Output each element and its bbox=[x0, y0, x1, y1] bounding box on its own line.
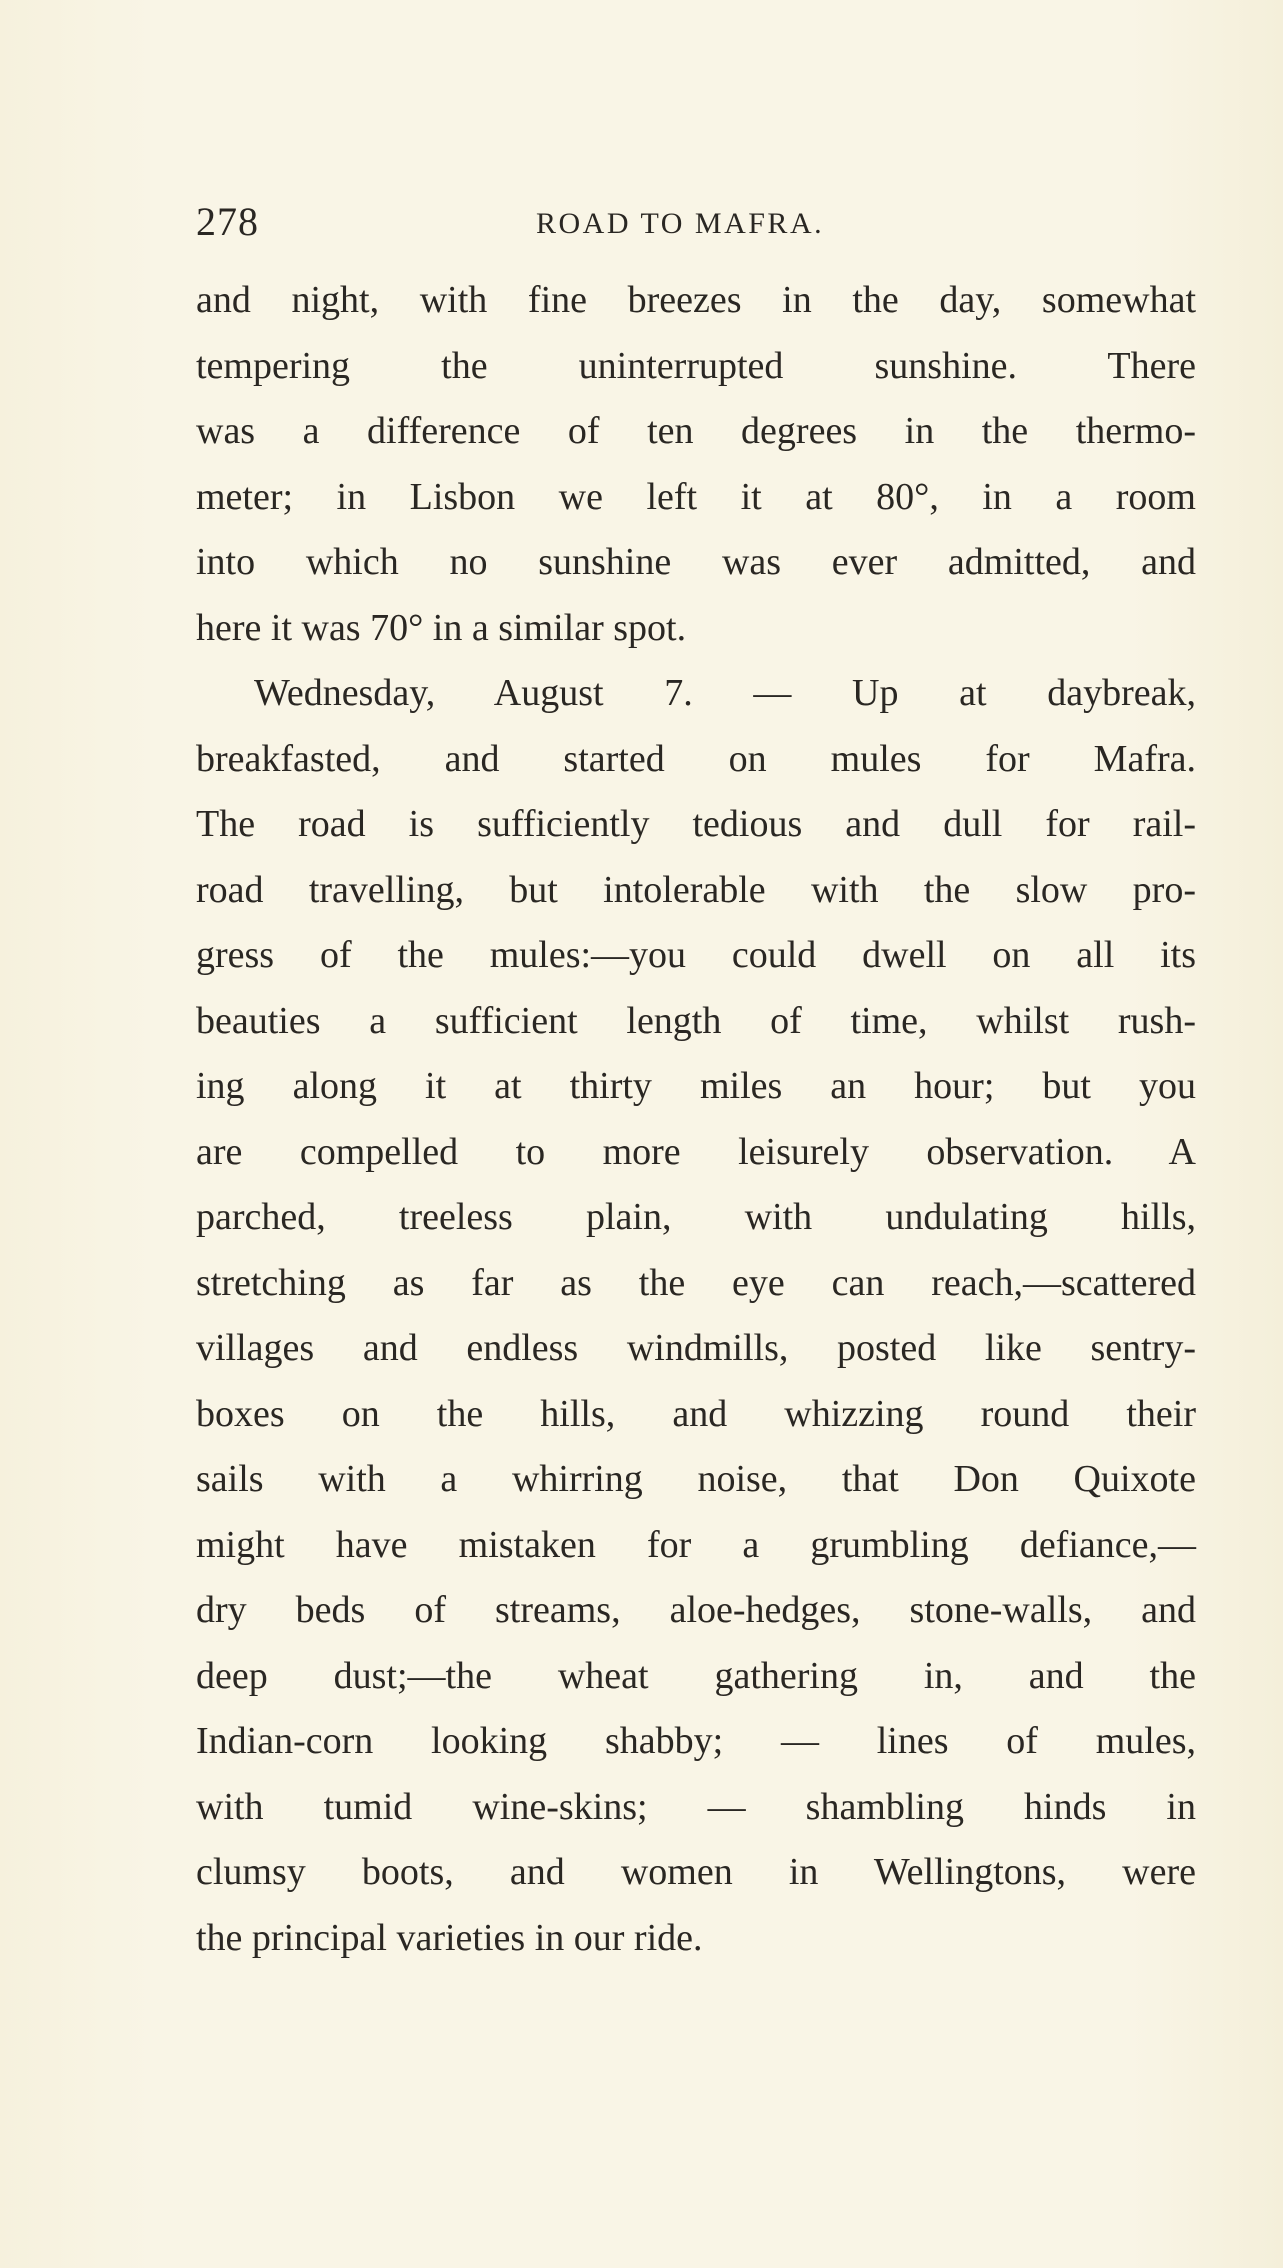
paragraph-start-line: Wednesday, August 7. — Up at daybreak, bbox=[254, 672, 1196, 714]
text-line: ing along it at thirty miles an hour; but you bbox=[196, 1065, 1196, 1107]
text-line: are compelled to more leisurely observation. A bbox=[196, 1130, 1196, 1173]
text-line: gress of the mules:—you could dwell on all its bbox=[196, 934, 1196, 976]
text-line: the principal varieties in our ride. bbox=[196, 1916, 703, 1959]
page-number: 278 bbox=[196, 199, 259, 244]
text-line: meter; in Lisbon we left it at 80°, in a room bbox=[196, 475, 1196, 518]
text-line: was a difference of ten degrees in the thermo- bbox=[196, 410, 1196, 452]
text-line: with tumid wine-skins; — shambling hinds in bbox=[196, 1785, 1196, 1828]
text-line: clumsy boots, and women in Wellingtons, were bbox=[196, 1851, 1196, 1893]
text-line: breakfasted, and started on mules for Mafra. bbox=[196, 737, 1196, 780]
text-line: sails with a whirring noise, that Don Quixote bbox=[196, 1458, 1196, 1500]
text-line: beauties a sufficient length of time, whilst rush- bbox=[196, 999, 1196, 1042]
text-line: boxes on the hills, and whizzing round their bbox=[196, 1392, 1196, 1435]
text-line: into which no sunshine was ever admitted, and bbox=[196, 541, 1196, 583]
running-head bbox=[196, 192, 1196, 252]
text-line: might have mistaken for a grumbling defiance,— bbox=[196, 1523, 1196, 1566]
running-title: ROAD TO MAFRA. bbox=[536, 207, 825, 240]
text-line: The road is sufficiently tedious and dull for rail- bbox=[196, 803, 1196, 845]
text-line: here it was 70° in a similar spot. bbox=[196, 606, 687, 649]
text-line: stretching as far as the eye can reach,—scattered bbox=[196, 1261, 1196, 1304]
text-line: dry beds of streams, aloe-hedges, stone-walls, and bbox=[196, 1589, 1196, 1631]
body-text bbox=[196, 268, 1196, 1971]
text-line: parched, treeless plain, with undulating hills, bbox=[196, 1196, 1196, 1238]
text-line: Indian-corn looking shabby; — lines of mules, bbox=[196, 1720, 1196, 1762]
text-line: villages and endless windmills, posted like sentry- bbox=[196, 1327, 1196, 1369]
text-line: tempering the uninterrupted sunshine. There bbox=[196, 344, 1196, 387]
text-line: road travelling, but intolerable with the slow pro- bbox=[196, 868, 1196, 911]
text-line: deep dust;—the wheat gathering in, and the bbox=[196, 1654, 1196, 1697]
text-line: and night, with fine breezes in the day, somewhat bbox=[196, 279, 1196, 321]
